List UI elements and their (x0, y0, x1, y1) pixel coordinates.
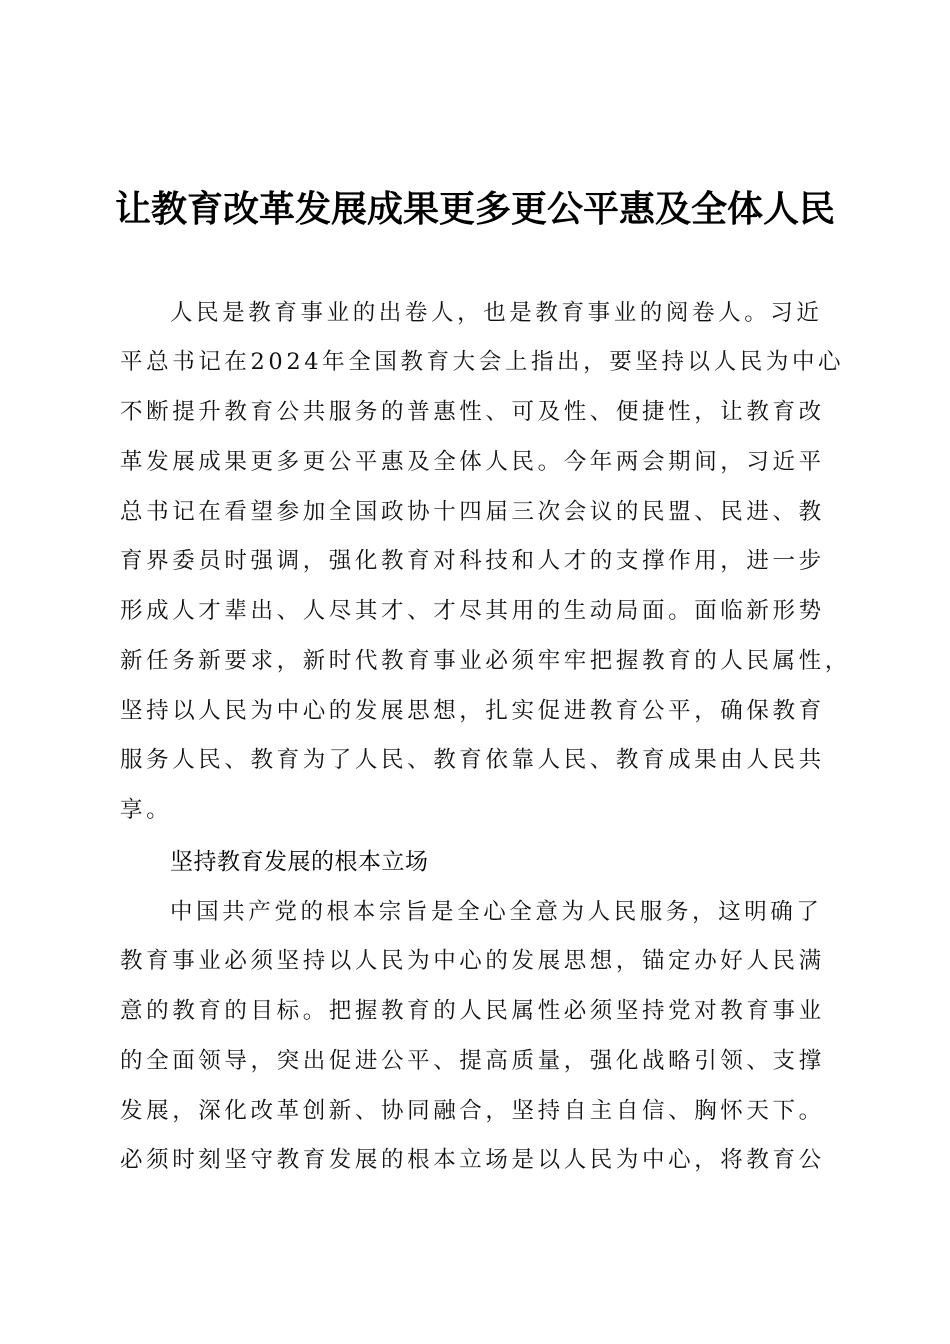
paragraph-1-line: 革发展成果更多更公平惠及全体人民。今年两会期间，习近平 (120, 449, 825, 475)
article-title: 让教育改革发展成果更多更公平惠及全体人民 (114, 189, 835, 230)
paragraph-2-line: 的全面领导，突出促进公平、提高质量，强化战略引领、支撑 (120, 1048, 825, 1074)
section-heading: 坚持教育发展的根本立场 (170, 849, 429, 875)
paragraph-1-line: 坚持以人民为中心的发展思想，扎实促进教育公平，确保教育 (120, 698, 825, 724)
paragraph-1-line: 享。 (120, 797, 173, 823)
paragraph-2-line: 必须时刻坚守教育发展的根本立场是以人民为中心，将教育公 (120, 1147, 825, 1173)
paragraph-1-line: 平总书记在2024年全国教育大会上指出，要坚持以人民为中心 (120, 349, 845, 375)
paragraph-2-line: 教育事业必须坚持以人民为中心的发展思想，锚定办好人民满 (120, 948, 825, 974)
paragraph-2-line: 中国共产党的根本宗旨是全心全意为人民服务，这明确了 (170, 899, 823, 925)
paragraph-1-line: 育界委员时强调，强化教育对科技和人才的支撑作用，进一步 (120, 548, 825, 574)
paragraph-1-line: 形成人才辈出、人尽其才、才尽其用的生动局面。面临新形势 (120, 598, 825, 624)
paragraph-2-line: 意的教育的目标。把握教育的人民属性必须坚持党对教育事业 (120, 998, 825, 1024)
paragraph-1-line: 总书记在看望参加全国政协十四届三次会议的民盟、民进、教 (120, 499, 825, 525)
paragraph-1-line: 服务人民、教育为了人民、教育依靠人民、教育成果由人民共 (120, 747, 825, 773)
paragraph-1-line: 不断提升教育公共服务的普惠性、可及性、便捷性，让教育改 (120, 399, 825, 425)
paragraph-1-line: 新任务新要求，新时代教育事业必须牢牢把握教育的人民属性， (120, 648, 851, 674)
paragraph-1-line: 人民是教育事业的出卷人，也是教育事业的阅卷人。习近 (170, 300, 823, 326)
paragraph-2-line: 发展，深化改革创新、协同融合，坚持自主自信、胸怀天下。 (120, 1098, 825, 1124)
